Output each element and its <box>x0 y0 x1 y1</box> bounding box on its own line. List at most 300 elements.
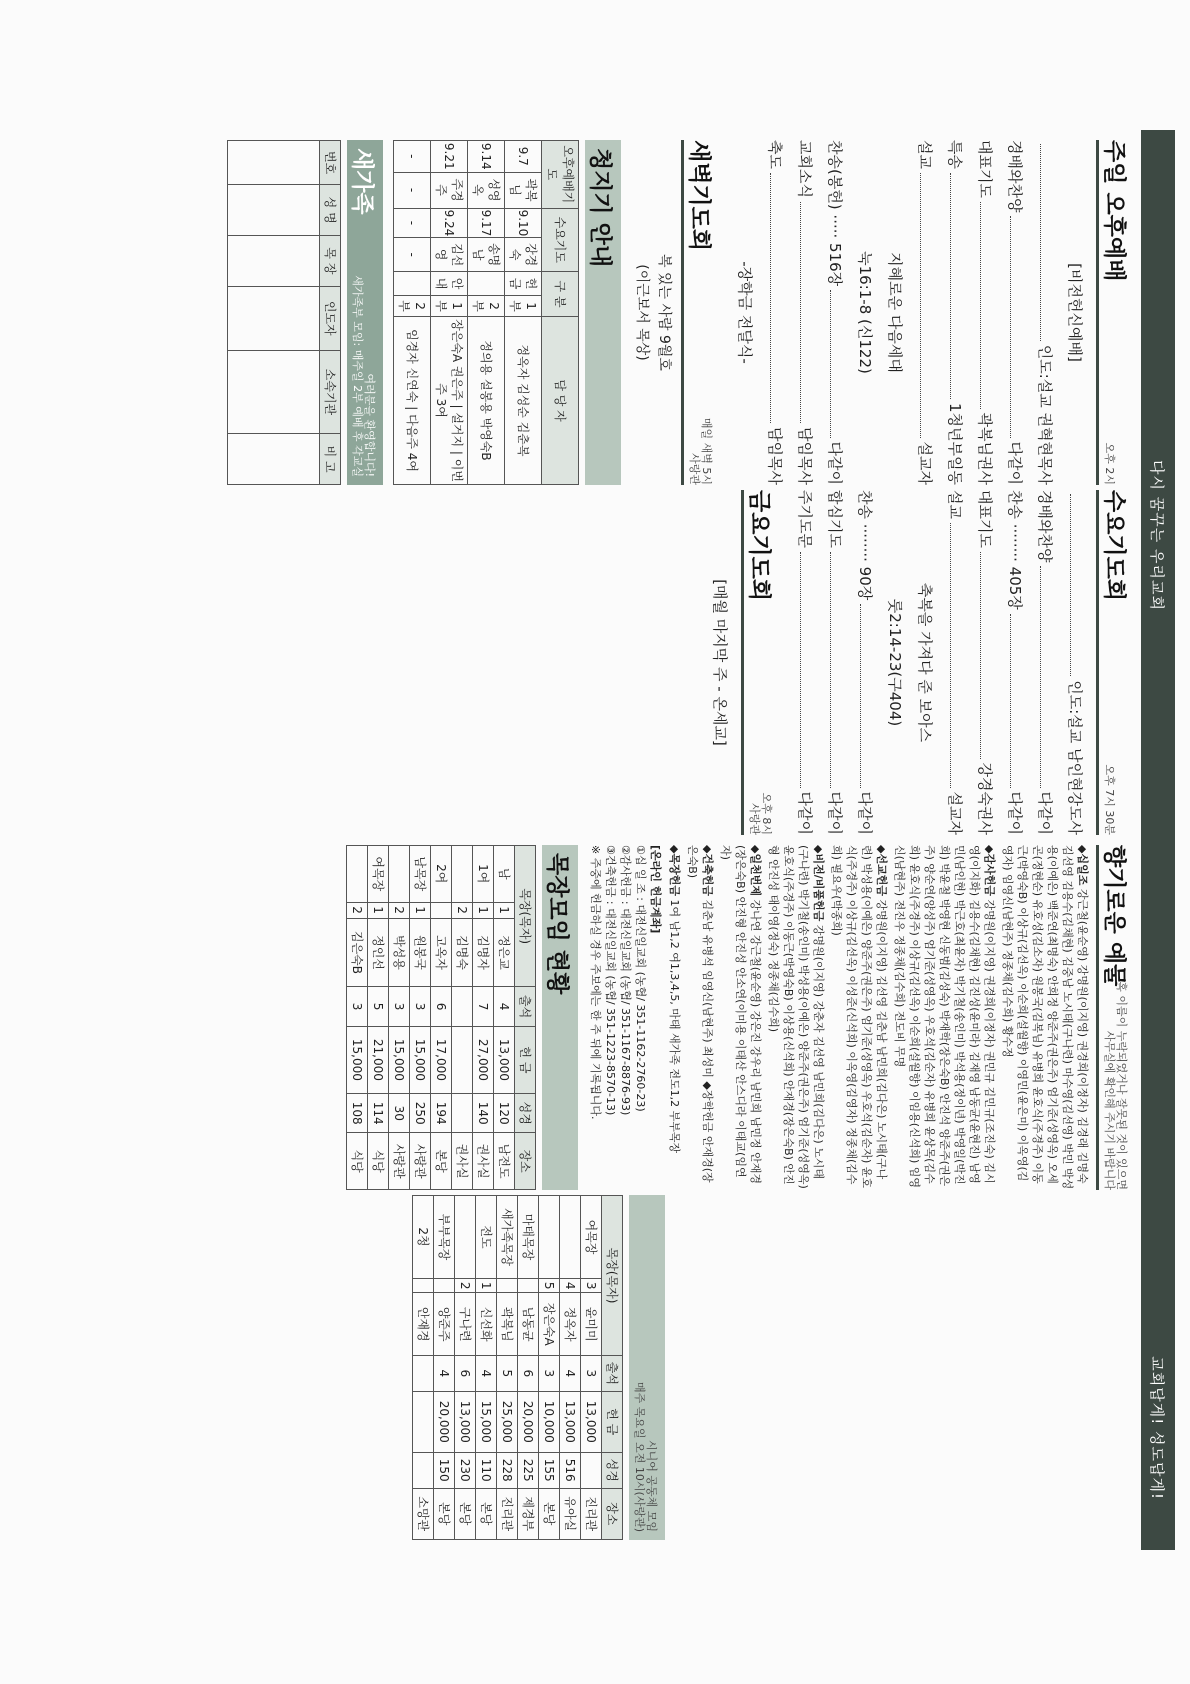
sun_pm-order-value: 다같이 <box>1006 441 1024 485</box>
offering-entry <box>829 845 889 1190</box>
cell-cell <box>347 846 368 903</box>
duty-col-wed: 수요기도 <box>542 208 579 271</box>
cell-cell: 김명자 <box>473 918 494 987</box>
cell-row <box>368 846 389 1190</box>
cell-cell: 사랑관 <box>389 1133 410 1190</box>
cell-cell: 식당 <box>347 1133 368 1190</box>
sun_pm-order-label: [비전헌신예배] <box>1066 263 1084 362</box>
duty-cell: 9.24 <box>431 208 468 238</box>
cell-cell: 1 <box>494 902 515 918</box>
duty-cell: - <box>394 238 431 272</box>
wed-order-row <box>910 490 940 835</box>
duty-row <box>431 141 468 485</box>
duty-cell: 장은숙A 권은주 | 설거지 | 이번주 3여 <box>431 317 468 485</box>
cell-cell: 250 <box>410 1094 431 1133</box>
cell-cell: 3 <box>539 1356 560 1392</box>
newfamily-col: 성 명 <box>320 185 341 236</box>
cell-cell <box>413 1452 434 1488</box>
wednesday-column <box>705 490 1135 835</box>
duty-cell: 임경자 신연숙 | 다음주 4여 <box>394 317 431 485</box>
cell-cell: 장은숙A <box>539 1293 560 1356</box>
wed-order-value: 인도:설교 남인현강도사 <box>1066 680 1084 835</box>
cell-row <box>452 846 473 1190</box>
sun_pm-order-value: 곽복님권사 <box>976 412 994 485</box>
cell-cell: 정옥자 <box>560 1293 581 1356</box>
cell-cell: 부부목장 <box>434 1196 455 1279</box>
dawn-header <box>681 140 720 485</box>
cell-cell: 본당 <box>434 1488 455 1539</box>
wed-order-value: 다같이 <box>1006 791 1024 835</box>
cell-cell: 120 <box>494 1094 515 1133</box>
online-account-line: ③건축헌금 : 대전신일교회 (농협/ 351-1223-8570-13) <box>604 845 617 1116</box>
cell-cell <box>452 1094 473 1133</box>
cell-cell: 6 <box>455 1356 476 1392</box>
sun_pm-order-row <box>940 140 970 485</box>
wed-order-value: 설교자 <box>946 791 964 835</box>
sun_pm-order-dots <box>1040 144 1042 341</box>
offering-entry <box>766 845 826 1190</box>
cell-cell: 13,000 <box>581 1391 602 1452</box>
fri-sub: 오후 8시 사랑관 <box>748 792 773 835</box>
wed-order-label: 설교 <box>946 490 964 519</box>
duty-cell: 안내 <box>431 272 468 296</box>
cell-cell: 여목장 <box>368 846 389 903</box>
cell-cell: 남목장 <box>410 846 431 903</box>
cell-cell: 윤미미 <box>581 1293 602 1356</box>
cell-cell <box>413 1391 434 1452</box>
cell-cell: 사랑관 <box>410 1133 431 1190</box>
cell-cell <box>431 902 452 918</box>
newfamily-empty-cell <box>228 350 320 434</box>
offering-category: ◆십일조 <box>1076 845 1089 886</box>
offering-sub: 혹 이름이 누락되었거나 잘못된 것이 있으면 사무실에 확인해 주시기 바랍니다 <box>1103 981 1128 1190</box>
wed-order-row <box>1030 490 1060 835</box>
cell-row <box>581 1196 602 1540</box>
cell-cell: 516 <box>560 1452 581 1488</box>
cell-cell <box>389 846 410 903</box>
fri-header <box>741 490 780 835</box>
cell-cell: 남 <box>494 846 515 903</box>
cell-cell: 110 <box>476 1452 497 1488</box>
offering-column <box>346 845 1135 1190</box>
sun_pm-order-row <box>880 140 910 485</box>
sunday-column <box>227 140 1135 485</box>
duty-row <box>505 141 542 485</box>
wed-order-row <box>1000 490 1030 835</box>
newfamily-col: 번호 <box>320 141 341 185</box>
wed-order-row <box>1060 490 1090 835</box>
newfamily-empty-cell <box>228 141 320 185</box>
cell-cell: 4 <box>560 1356 581 1392</box>
wed-order-label: 찬송 ········ 90장 <box>856 490 874 601</box>
newfamily-table <box>227 140 341 485</box>
offering-category: ◆감사헌금 <box>983 845 996 896</box>
wed-order-dots <box>1040 566 1042 787</box>
cell-cell: 230 <box>455 1452 476 1488</box>
duty-cell: 주경주 <box>431 172 468 208</box>
wed-order-dots <box>860 604 862 787</box>
offering-entry <box>1000 845 1090 1190</box>
sun_pm-order-value: 1청년부일동 <box>946 403 964 485</box>
cell-cell: 남전도 <box>494 1133 515 1190</box>
rotated-bulletin-page <box>5 130 1175 1550</box>
duty-header <box>585 140 621 485</box>
cell-row <box>410 846 431 1190</box>
header-bar <box>1141 130 1175 1550</box>
dawn-sub: 매일 새벽 5시 사랑관 <box>688 417 713 485</box>
offering-names: 1여 남1,2 여1,3,4,5, 마태 새가족 전도1,2 부부목장 <box>668 899 681 1154</box>
wed-order-value: 강경숙권사 <box>976 762 994 835</box>
cell-cell: 1 <box>410 902 431 918</box>
wed-order-row <box>940 490 970 835</box>
sun_pm-order-label: 경배와찬양 <box>1006 140 1024 213</box>
cell-cell: 식당 <box>368 1133 389 1190</box>
cell-cell: 1여 <box>473 846 494 903</box>
cell-cell: 4 <box>434 1356 455 1392</box>
cell-cell: 2 <box>389 902 410 918</box>
offering-names: 강명원(이지영) 강춘자 김선영 남민희(김다은) 노시태(구나련) 박기철(송인미) 박성용(이예은) 양준주(권은주) 엄기준(성영옥) 윤호식(주경주) 이동근(박영숙B) 이상용(신석희) 안재경(장은숙B) 안진형 안진성 태이영(정숙) 정종채(김수희) <box>767 845 825 1189</box>
cell-cell <box>452 1026 473 1093</box>
fri-line: [매월 마지막 주 - 온세교] <box>711 579 729 746</box>
offering-names: 김춘남 유병석 임영신(남현주) 최성미 ◆장학헌금 안재경(장은숙B) <box>686 845 714 1183</box>
cell-cell: 유아실 <box>560 1488 581 1539</box>
newfamily-header <box>347 140 383 485</box>
offering-category: ◆비전/비품헌금 <box>812 845 825 922</box>
cell-cell: 3 <box>581 1356 602 1392</box>
cell-cell: 마태목장 <box>518 1196 539 1279</box>
wed-order-row <box>790 490 820 835</box>
cell-cell: 150 <box>434 1452 455 1488</box>
cell-col: 장소 <box>515 1133 536 1190</box>
cell-table-right <box>412 1195 623 1540</box>
cell-cell: 고옥자 <box>431 918 452 987</box>
online-title: [온라인 헌금계좌] <box>649 845 662 934</box>
cell-cell: 225 <box>518 1452 539 1488</box>
cell-cell: 114 <box>368 1094 389 1133</box>
dawn-title: 새벽기도회 <box>686 140 712 252</box>
wed-order-row <box>820 490 850 835</box>
newfamily-col: 인도자 <box>320 286 341 350</box>
cell-cell: 2 <box>347 902 368 918</box>
cell-cell: 194 <box>431 1094 452 1133</box>
cell-cell: 5 <box>497 1356 518 1392</box>
cell-cell: 7 <box>473 987 494 1026</box>
newfamily-title: 새가족 <box>349 148 375 215</box>
cell-cell: 17,000 <box>431 1026 452 1093</box>
cell-col: 출석 <box>515 987 536 1026</box>
cell-row <box>347 846 368 1190</box>
cell-row <box>455 1196 476 1540</box>
cell-cell: 안재경 <box>413 1293 434 1356</box>
duty-cell: 2부 <box>394 296 431 317</box>
duty-cell <box>468 272 505 296</box>
cell-cell <box>455 1196 476 1279</box>
cell-cell <box>539 1196 560 1279</box>
cell-col: 성경 <box>602 1452 623 1488</box>
cell-cell <box>581 1452 602 1488</box>
cell-cell: 3 <box>581 1278 602 1292</box>
sun_pm-order-dots <box>980 202 982 409</box>
sun_pm-order-label: -장학금 전달식- <box>736 261 754 364</box>
cell-cell: 소망관 <box>413 1488 434 1539</box>
cell-cell: 남동균 <box>518 1293 539 1356</box>
cell-col: 헌 금 <box>515 1026 536 1093</box>
sun_pm-order-label: 설교 <box>916 140 934 169</box>
cell-cell: 10,000 <box>539 1391 560 1452</box>
cell-cell: 15,000 <box>410 1026 431 1093</box>
wed-order-dots <box>1010 614 1012 788</box>
dawn-line1: 복 있는 사람 9월호 <box>656 254 672 371</box>
duty-cell: - <box>394 141 431 173</box>
duty-cell: - <box>394 172 431 208</box>
cell-cell: 권사실 <box>473 1133 494 1190</box>
duty-cell: 정의용 설봉용 박영숙B <box>468 317 505 485</box>
cell-cell: 4 <box>476 1356 497 1392</box>
cell-row <box>494 846 515 1190</box>
cell-cell: 3 <box>389 987 410 1026</box>
sun_pm-order-value: 담임목사 <box>766 427 784 485</box>
cell-senior-sub: 시니어 공동체 모임 매주 목요일 오전 10시(사랑관) <box>633 1382 658 1532</box>
wed-order-dots <box>1070 494 1072 676</box>
duty-col-person: 담 당 자 <box>542 317 579 485</box>
offering-names: 강나연 강근철(윤순영) 강은진 강우리 남민희 남민정 안재경(장은숙B) 안진형 안진성 안소연(이미용 이태산 안스디라 이태교(임연자) <box>719 845 762 1185</box>
sun_pm-order-value: 담임목사 <box>796 427 814 485</box>
offering-names: 강근철(윤순영) 강명원(이지영) 권경희(이정자) 김경래 김명숙 김선영 김용수(김채현) 김중남 노시태(구나련) 마수영(김선영) 박민 박성용(이예은) 백준연(최명숙) 안희정 양준주(권은주) 엄기준(성영옥) 오세곤(정현순) 유호성(김소자) 원봉국(김복님) 유병희 윤호식(주경주) 이동근(박영숙B) 이상규(김선옥) 이순희(설월향) 이영민(윤은미) 이옥영(김영자) 임영신(남현주) 정종채(김수희) 황수정 <box>1001 845 1089 1190</box>
cell-row <box>434 1196 455 1540</box>
offering-names: 강명원(이지영) 권경희(이정자) 권민규 김민규(조진숙) 김시영(이지화) 김용수(김채현) 김진성(윤미라) 김재영 남동균(윤현진) 남영민(남인현) 박근호(최윤자) 박기철(송인미) 박석용(정이년) 박영일(박진희) 박윤철 박영현 신동범(김성숙) 박재학(장은숙B) 안진석 양준주(권은주) 양순연(양성주) 엄기준(성영옥) 우호석(김순자) 유병희 윤상목(김수희) 윤호식(주경주) 이상규(김선옥) 이순희(설월향) 이임용(신석희) 임영신(남현주) 전진우 정종채(김수희) 전도비 무명 <box>893 845 996 1189</box>
cell-cell: 김명숙 <box>452 918 473 987</box>
duty-cell: 9.14 <box>468 141 505 173</box>
offering-list <box>667 845 1090 1190</box>
duty-cell: - <box>394 208 431 238</box>
sun_pm-order-row <box>1000 140 1030 485</box>
newfamily-col: 비 고 <box>320 434 341 485</box>
sun_pm-order-label: 지혜로운 다음세대 <box>886 252 904 373</box>
cell-cell: 20,000 <box>518 1391 539 1452</box>
cell-cell: 30 <box>389 1094 410 1133</box>
cell-row <box>389 846 410 1190</box>
wed-order-row <box>880 490 910 835</box>
cell-cell: 본당 <box>476 1488 497 1539</box>
cell-cell: 본당 <box>431 1133 452 1190</box>
sun_pm-order-label: 교회소식 <box>796 140 814 198</box>
cell-row <box>476 1196 497 1540</box>
offering-title: 향기로운 예물 <box>1101 845 1127 987</box>
newfamily-empty-cell <box>228 236 320 287</box>
sun_pm-order-label: 대표기도 <box>976 140 994 198</box>
newfamily-empty-cell <box>228 286 320 350</box>
sun_pm-order-dots <box>830 290 832 437</box>
wed-order-label: 룻2:14-23(구404) <box>886 598 904 727</box>
cell-col: 장소 <box>602 1488 623 1539</box>
online-account-line: ※ 주중에 헌금하실 경우 주보에는 한 주 뒤에 기록됩니다. <box>589 845 602 1120</box>
sun_pm-order-dots <box>770 173 772 423</box>
sun_pm-order-row <box>1060 140 1090 485</box>
duty-cell: 헌금 <box>505 272 542 296</box>
offering-category: ◆일천번제 <box>749 845 762 896</box>
duty-cell: 1부 <box>431 296 468 317</box>
online-account-line: ①십 일 조 : 대전신일교회 (농협/ 351-1162-2760-23) <box>634 845 647 1112</box>
sun_pm-order-dots <box>950 173 952 399</box>
sun_pm-order-row <box>910 140 940 485</box>
newfamily-sub: 여러분을 환영합니다! 새가족부 모임: 매주일 2부 예배 후 각교실 <box>351 275 376 477</box>
cell-cell <box>413 1356 434 1392</box>
cell-cell: 13,000 <box>494 1026 515 1093</box>
cell-cell: 15,000 <box>389 1026 410 1093</box>
cell-cell: 21,000 <box>368 1026 389 1093</box>
cell-cell: 본당 <box>539 1488 560 1539</box>
sunday-pm-time: 오후 2시 <box>1103 442 1116 485</box>
cell-cell: 228 <box>497 1452 518 1488</box>
cell-cell: 진리관 <box>497 1488 518 1539</box>
cell-cell: 본당 <box>455 1488 476 1539</box>
cell-cell: 정은교 <box>494 918 515 987</box>
cell-cell: 여목장 <box>581 1196 602 1279</box>
duty-cell: 김선영 <box>431 238 468 272</box>
cell-cell: 15,000 <box>347 1026 368 1093</box>
cell-col: 목장(목자) <box>515 846 536 987</box>
cell-cell: 1 <box>473 902 494 918</box>
cell-cell: 6 <box>518 1356 539 1392</box>
wed-order-label: 찬송 ········ 405장 <box>1006 490 1024 610</box>
sun_pm-order-label: 특송 <box>946 140 964 169</box>
cell-cell: 2 <box>452 902 473 918</box>
cell-cell <box>560 1196 581 1279</box>
sun_pm-order-label: 눅16:1-8 (신122) <box>856 251 874 374</box>
duty-cell: 9.17 <box>468 208 505 238</box>
cell-cell: 권사실 <box>452 1133 473 1190</box>
wed-order <box>790 490 1090 835</box>
sun_pm-order-label: 축도 <box>766 140 784 169</box>
duty-cell: 성영옥 <box>468 172 505 208</box>
wed-order-label: 합심기도 <box>826 490 844 548</box>
wed-order-dots <box>830 552 832 788</box>
cell-row <box>413 1196 434 1540</box>
sun_pm-order-dots <box>800 202 802 423</box>
sun_pm-order-row <box>790 140 820 485</box>
cell-cell: 4 <box>560 1278 581 1292</box>
wed-order-label: 대표기도 <box>976 490 994 548</box>
sun_pm-order-row <box>820 140 850 485</box>
offering-category: ◆목장헌금 <box>668 845 681 896</box>
cell-row <box>539 1196 560 1540</box>
cell-col: 출석 <box>602 1356 623 1392</box>
cell-cell: 곽복님 <box>497 1293 518 1356</box>
duty-col-pm: 오후예배기도 <box>542 141 579 209</box>
wed-order-value: 다같이 <box>1036 791 1054 835</box>
sun_pm-order-value: 인도:설교 권혁현목사 <box>1036 344 1054 485</box>
cell-row <box>497 1196 518 1540</box>
cell-cell <box>434 1278 455 1292</box>
fri-title: 금요기도회 <box>746 490 772 602</box>
cell-cell: 김은숙B <box>347 918 368 987</box>
sunday-pm-order <box>730 140 1090 485</box>
wed-order-dots <box>800 552 802 788</box>
cell-cell: 신선화 <box>476 1293 497 1356</box>
sun_pm-order-dots <box>1010 216 1012 437</box>
cell-cell: 2여 <box>431 846 452 903</box>
duty-cell: 9.7 <box>505 141 542 173</box>
cell-cell: 1 <box>476 1278 497 1292</box>
newfamily-col: 목 장 <box>320 236 341 287</box>
cell-col: 헌 금 <box>602 1391 623 1452</box>
duty-cell <box>394 272 431 296</box>
duty-table <box>393 140 579 485</box>
duty-cell: 곽복님 <box>505 172 542 208</box>
wed-time: 오후 7시 30분 <box>1103 764 1116 835</box>
duty-cell: 송명남 <box>468 238 505 272</box>
cell-cell: 전도 <box>476 1196 497 1279</box>
wed-order-row <box>970 490 1000 835</box>
offering-header <box>1096 845 1135 1190</box>
offering-names: 강명원(이지영) 김선영 김춘남 남민희(김다은) 노시태(구나련) 박성용(이예은) 양준주(권은주) 엄기준(성영옥) 우호석(김순자) 윤호식(주경주) 이상규(김선옥) 이성준(신석희) 이옥영(김영자) 정종채(김수희) 필요우(박종희) <box>830 845 888 1189</box>
wed-header <box>1096 490 1135 835</box>
cell-cell: 25,000 <box>497 1391 518 1452</box>
cell-cell: 15,000 <box>476 1391 497 1452</box>
cell-cell: 140 <box>473 1094 494 1133</box>
cell-cell: 박성용 <box>389 918 410 987</box>
wed-order-dots <box>980 552 982 759</box>
wed-order-dots <box>950 523 952 788</box>
cell-col: 성경 <box>515 1094 536 1133</box>
cell-cell: 5 <box>539 1278 560 1292</box>
wed-order-value: 다같이 <box>856 791 874 835</box>
cell-row <box>431 846 452 1190</box>
cell-cell <box>452 987 473 1026</box>
cell-cell: 2 <box>455 1278 476 1292</box>
cell-column-right <box>412 1195 1135 1540</box>
newfamily-empty-cell <box>228 434 320 485</box>
dawn-line2: (이근보서 목상) <box>634 264 650 361</box>
sun_pm-order-row <box>1030 140 1060 485</box>
cell-cell: 13,000 <box>560 1391 581 1452</box>
cell-cell: 양준주 <box>434 1293 455 1356</box>
wed-order-label: 축복을 가져다 준 보아스 <box>916 582 934 743</box>
duty-cell: 강경숙 <box>505 238 542 272</box>
duty-cell: 정옥자 김성순 김춘복 <box>505 317 542 485</box>
cell-cell: 2청 <box>413 1196 434 1279</box>
cell-title: 목장모임 현황 <box>544 853 570 995</box>
wed-title: 수요기도회 <box>1101 490 1127 602</box>
cell-cell: 155 <box>539 1452 560 1488</box>
cell-cell: 새가족목장 <box>497 1196 518 1279</box>
cell-cell: 정인선 <box>368 918 389 987</box>
cell-cell: 원봉국 <box>410 918 431 987</box>
wed-order-label: 주기도문 <box>796 490 814 548</box>
cell-cell <box>452 846 473 903</box>
cell-cell: 20,000 <box>434 1391 455 1452</box>
sun_pm-order-dots <box>920 173 922 438</box>
duty-cell: 2부 <box>468 296 505 317</box>
cell-senior-header <box>629 1195 665 1540</box>
sun_pm-order-value: 설교자 <box>916 441 934 485</box>
cell-header <box>542 845 578 1190</box>
offering-entry <box>667 845 682 1190</box>
offering-category: ◆선교헌금 <box>875 845 888 896</box>
online-accounts <box>588 845 648 1190</box>
newfamily-empty-cell <box>228 185 320 236</box>
cell-cell: 3 <box>347 987 368 1026</box>
cell-row <box>560 1196 581 1540</box>
cell-cell <box>518 1278 539 1292</box>
duty-title: 청지기 안내 <box>587 148 613 268</box>
duty-cell: 1부 <box>505 296 542 317</box>
duty-cell: 9.21 <box>431 141 468 173</box>
cell-col: 목장(목자) <box>602 1196 623 1356</box>
offering-entry <box>892 845 997 1190</box>
wed-order-label: 경배와찬양 <box>1036 490 1054 563</box>
wed-order-value: 다같이 <box>796 791 814 835</box>
